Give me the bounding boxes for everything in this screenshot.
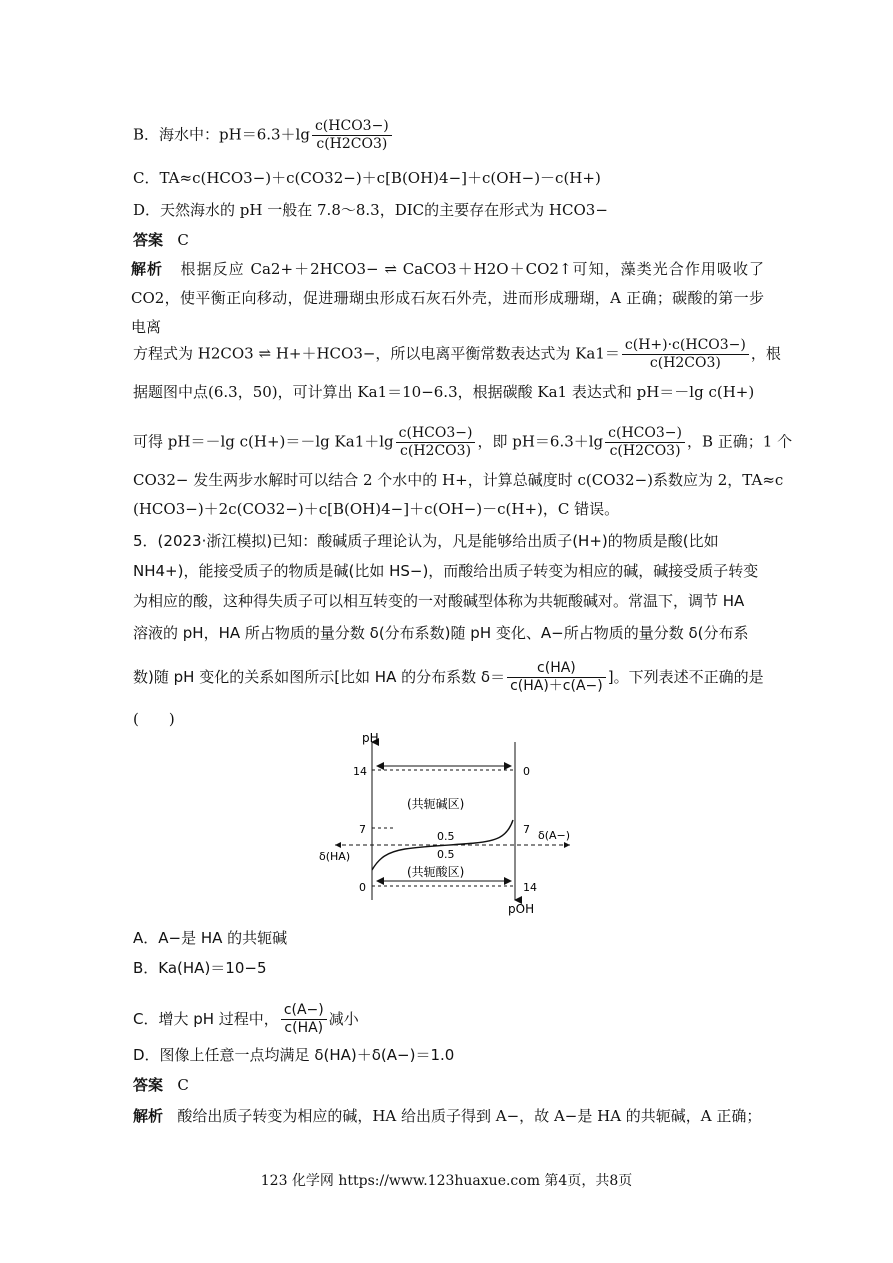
q5-line-5: 数)随 pH 变化的关系如图所示[比如 HA 的分布系数 δ＝ $\frac{c(HA)}{c(HA)+c(A-)}$ ]。下列表述不正确的是: [133, 660, 764, 694]
analysis-1-line-5: 可得 pH＝－lg c(H+)＝－lg Ka1＋lg $\frac{\text{c(HCO3−)}}{c(H2CO3)}$ ，即 pH＝6.3＋lg $\frac{\text{c(HCO3−)}}{c(H2CO3)}$ ，B 正确；1 个: [133, 425, 793, 459]
option-d: D．天然海水的 pH 一般在 7.8～8.3，DIC的主要存在形式为 HCO3−: [133, 201, 608, 219]
analysis-1-line-6: CO32− 发生两步水解时可以结合 2 个水中的 H+，计算总碱度时 c(CO32−)系数应为 2，TA≈c: [133, 471, 784, 489]
option-b-fraction: $\frac{\text{c(HCO3−)}}{c(H2CO3)}$: [312, 118, 392, 153]
answer-2-label: 答案: [133, 1076, 164, 1094]
answer-1: [133, 230, 189, 250]
delta-a-label: δ(A−): [538, 829, 571, 842]
bottom-axis-label: pOH: [508, 902, 535, 916]
q5-line-2: NH4+)，能接受质子的物质是碱(比如 HS−)，而酸给出质子转变为相应的碱，碱接受质子转变: [133, 562, 759, 580]
tick-right-14: 14: [523, 881, 537, 894]
page-footer: 123 化学网 https://www.123huaxue.com 第4页，共8页: [260, 1173, 633, 1189]
answer-2: [133, 1075, 189, 1095]
analysis-1-line-3: 方程式为 H2CO3 ⇌ H+＋HCO3−，所以电离平衡常数表达式为 Ka1＝ $\frac{\text{c(H+)·c(HCO3−)}}{c(H2CO3)}$ ，根: [133, 337, 781, 371]
option-c: C．TA≈c(HCO3−)＋c(CO32−)＋c[B(OH)4−]＋c(OH−)－c(H+): [133, 169, 601, 187]
answer-label: 答案: [133, 231, 164, 249]
option-c-fraction: $\frac{c(A-)}{c(HA)}$: [281, 1002, 327, 1037]
analysis-1: 解析 根据反应 Ca2+＋2HCO3− ⇌ CaCO3＋H2O＋CO2↑可知，藻类光合作用吸收了 CO2，使平衡正向移动，促进珊瑚虫形成石灰石外壳，进而形成珊瑚，A 正确；碳酸的第一步电离: [131, 260, 764, 336]
analysis-2: 解析 酸给出质子转变为相应的碱，HA 给出质子得到 A−，故 A−是 HA 的共轭碱，A 正确；: [133, 1107, 762, 1125]
q5-line-3: 为相应的酸，这种得失质子可以相互转变的一对酸碱型体称为共轭酸碱对。常温下，调节 HA: [133, 592, 745, 610]
tick-left-0: 0: [359, 881, 366, 894]
ph-fraction-2: $\frac{\text{c(HCO3−)}}{c(H2CO3)}$: [605, 425, 685, 460]
mid-label-upper: 0.5: [437, 830, 455, 843]
conjugate-base-region: (共轭碱区): [407, 797, 465, 811]
q5-line-1: 5．(2023·浙江模拟)已知：酸碱质子理论认为，凡是能够给出质子(H+)的物质是酸(比如: [133, 532, 719, 550]
left-axis-label: pH: [362, 731, 379, 745]
analysis-1-line-7: (HCO3−)＋2c(CO32−)＋c[B(OH)4−]＋c(OH−)－c(H+)，C 错误。: [133, 500, 620, 518]
q5-option-b: B．Ka(HA)＝10−5: [133, 959, 267, 977]
q5-option-a: A．A−是 HA 的共轭碱: [133, 929, 288, 947]
ka1-fraction: $\frac{\text{c(H+)·c(HCO3−)}}{c(H2CO3)}$: [622, 337, 749, 372]
ph-fraction-1: $\frac{\text{c(HCO3−)}}{c(H2CO3)}$: [396, 425, 476, 460]
delta-fraction: $\frac{c(HA)}{c(HA)+c(A-)}$: [507, 660, 606, 695]
analysis-1-line-4: 据题图中点(6.3，50)，可计算出 Ka1＝10−6.3，根据碳酸 Ka1 表达式和 pH＝－lg c(H+): [133, 383, 755, 401]
tick-right-0: 0: [523, 765, 530, 778]
option-b: [133, 118, 394, 153]
q5-paren: ( ): [133, 710, 175, 728]
answer-value: C: [177, 231, 189, 249]
q5-option-c: C．增大 pH 过程中， $\frac{c(A-)}{c(HA)}$ 减小: [133, 1002, 359, 1036]
conjugate-acid-region: (共轭酸区): [407, 865, 465, 879]
tick-left-7: 7: [359, 823, 366, 836]
answer-2-value: C: [177, 1076, 189, 1094]
mid-label-lower: 0.5: [437, 848, 455, 861]
q5-option-d: D．图像上任意一点均满足 δ(HA)＋δ(A−)＝1.0: [133, 1046, 455, 1064]
distribution-figure: [315, 730, 575, 920]
tick-left-14: 14: [353, 765, 367, 778]
q5-line-4: 溶液的 pH，HA 所占物质的量分数 δ(分布系数)随 pH 变化、A−所占物质的量分数 δ(分布系: [133, 624, 749, 642]
delta-ha-label: δ(HA): [319, 850, 351, 863]
analysis-2-label: 解析: [133, 1107, 164, 1125]
option-b-text: B．海水中：pH＝6.3＋lg: [133, 125, 310, 144]
tick-right-7: 7: [523, 823, 530, 836]
analysis-label: 解析: [131, 260, 164, 278]
